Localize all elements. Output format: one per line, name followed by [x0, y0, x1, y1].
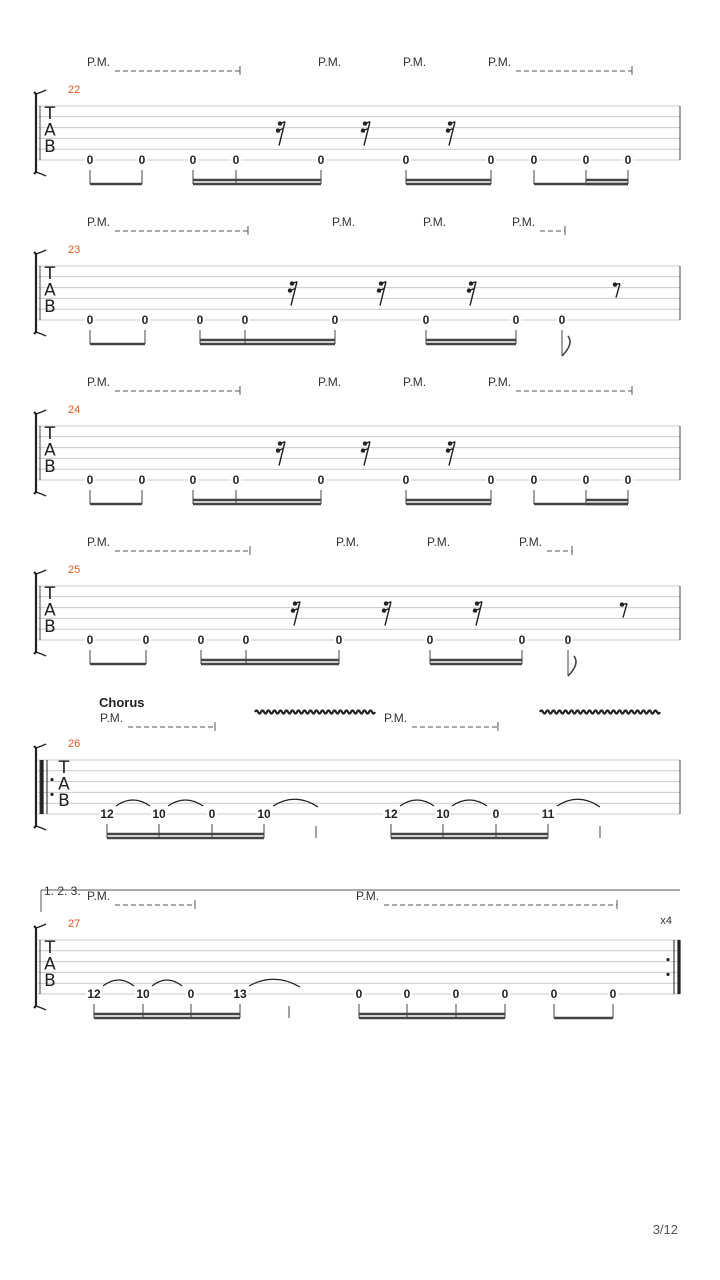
system-bracket [34, 252, 36, 334]
palm-mute-label: P.M. [519, 535, 543, 549]
fret-number: 0 [492, 807, 500, 821]
tab-clef-letter: B [44, 971, 56, 991]
fret-number: 0 [189, 473, 197, 487]
tab-clef-letter: B [44, 457, 56, 477]
palm-mute-label: P.M. [423, 215, 447, 229]
eighth-rest [620, 602, 627, 617]
system-bracket [34, 746, 36, 828]
bracket-top-hook [36, 570, 46, 574]
fret-number: 0 [624, 473, 632, 487]
tab-system [34, 375, 680, 504]
tab-system [34, 215, 680, 356]
sixteenth-rest [276, 121, 285, 145]
vibrato-line [255, 711, 375, 714]
measure-number: 24 [68, 404, 81, 416]
sixteenth-rest [291, 601, 300, 625]
tab-system [34, 55, 680, 184]
palm-mute-label: P.M. [87, 55, 111, 69]
measure-number: 27 [68, 918, 81, 930]
tab-clef-letter: A [44, 120, 56, 141]
repeat-dot [50, 778, 53, 781]
fret-number: 0 [232, 153, 240, 167]
system-bracket [34, 572, 36, 654]
fret-number: 0 [141, 313, 149, 327]
fret-number: 10 [257, 807, 271, 821]
tab-system [34, 695, 680, 838]
fret-number: 12 [100, 807, 114, 821]
palm-mute-label: P.M. [403, 55, 427, 69]
sixteenth-rest [446, 121, 455, 145]
fret-number: 0 [189, 153, 197, 167]
fret-number: 0 [582, 153, 590, 167]
tab-system [34, 884, 680, 1018]
palm-mute-label: P.M. [356, 889, 380, 903]
tab-clef-letter: T [44, 424, 56, 444]
sixteenth-rest [467, 281, 476, 305]
tab-systems [34, 55, 680, 1018]
fret-number: 0 [241, 313, 249, 327]
fret-number: 0 [138, 153, 146, 167]
repeat-dot [50, 793, 53, 796]
palm-mute-label: P.M. [87, 889, 111, 903]
tab-clef-letter: A [44, 600, 56, 621]
bracket-top-hook [36, 924, 46, 928]
sixteenth-rest [473, 601, 482, 625]
fret-number: 0 [487, 153, 495, 167]
fret-number: 11 [541, 807, 555, 821]
sixteenth-rest [382, 601, 391, 625]
palm-mute-label: P.M. [100, 711, 124, 725]
fret-number: 0 [197, 633, 205, 647]
tab-system [34, 535, 680, 676]
eighth-rest [613, 282, 620, 297]
fret-number: 0 [331, 313, 339, 327]
fret-number: 10 [136, 987, 150, 1001]
bracket-bottom-hook [36, 332, 46, 336]
fret-number: 0 [86, 633, 94, 647]
bracket-bottom-hook [36, 1006, 46, 1010]
fret-number: 12 [384, 807, 398, 821]
bracket-top-hook [36, 90, 46, 94]
fret-number: 0 [196, 313, 204, 327]
fret-number: 0 [452, 987, 460, 1001]
system-bracket [34, 412, 36, 494]
system-bracket [34, 926, 36, 1008]
sixteenth-rest [446, 441, 455, 465]
fret-number: 0 [86, 153, 94, 167]
fret-number: 0 [564, 633, 572, 647]
fret-number: 0 [487, 473, 495, 487]
palm-mute-label: P.M. [332, 215, 356, 229]
palm-mute-label: P.M. [488, 375, 512, 389]
fret-number: 0 [187, 987, 195, 1001]
tab-clef-letter: B [44, 137, 56, 157]
palm-mute-label: P.M. [87, 215, 111, 229]
palm-mute-label: P.M. [318, 55, 342, 69]
fret-number: 0 [550, 987, 558, 1001]
fret-number: 0 [609, 987, 617, 1001]
palm-mute-label: P.M. [87, 535, 111, 549]
tab-clef-letter: B [44, 297, 56, 317]
fret-number: 12 [87, 987, 101, 1001]
tab-clef-letter: T [44, 938, 56, 958]
tab-clef-letter: A [44, 954, 56, 975]
fret-number: 0 [402, 153, 410, 167]
sixteenth-rest [361, 441, 370, 465]
palm-mute-label: P.M. [403, 375, 427, 389]
fret-number: 0 [242, 633, 250, 647]
fret-number: 0 [624, 153, 632, 167]
fret-number: 0 [422, 313, 430, 327]
tab-clef-letter: A [44, 440, 56, 461]
bracket-top-hook [36, 410, 46, 414]
tab-clef-letter: T [44, 104, 56, 124]
bracket-bottom-hook [36, 826, 46, 830]
volta-label: 1. 2. 3. [44, 884, 81, 898]
fret-number: 0 [138, 473, 146, 487]
sixteenth-rest [377, 281, 386, 305]
palm-mute-label: P.M. [488, 55, 512, 69]
fret-number: 10 [436, 807, 450, 821]
fret-number: 0 [208, 807, 216, 821]
fret-number: 0 [426, 633, 434, 647]
vibrato-line [540, 711, 660, 714]
measure-number: 22 [68, 84, 81, 96]
repeat-count: x4 [660, 915, 672, 927]
repeat-dot [666, 958, 669, 961]
sixteenth-rest [288, 281, 297, 305]
bracket-bottom-hook [36, 652, 46, 656]
fret-number: 0 [512, 313, 520, 327]
fret-number: 0 [403, 987, 411, 1001]
fret-number: 10 [152, 807, 166, 821]
fret-number: 0 [335, 633, 343, 647]
note-flag [562, 336, 570, 356]
fret-number: 0 [317, 473, 325, 487]
sixteenth-rest [361, 121, 370, 145]
tab-clef-letter: T [44, 264, 56, 284]
section-label: Chorus [99, 695, 145, 710]
palm-mute-label: P.M. [384, 711, 408, 725]
fret-number: 0 [142, 633, 150, 647]
palm-mute-label: P.M. [318, 375, 342, 389]
fret-number: 13 [233, 987, 247, 1001]
sixteenth-rest [276, 441, 285, 465]
fret-number: 0 [530, 153, 538, 167]
repeat-dot [666, 973, 669, 976]
palm-mute-label: P.M. [512, 215, 536, 229]
page-number: 3/12 [652, 1222, 678, 1237]
fret-number: 0 [518, 633, 526, 647]
system-bracket [34, 92, 36, 174]
fret-number: 0 [355, 987, 363, 1001]
fret-number: 0 [232, 473, 240, 487]
fret-number: 0 [501, 987, 509, 1001]
tab-clef-letter: A [58, 774, 70, 795]
bracket-bottom-hook [36, 492, 46, 496]
measure-number: 26 [68, 738, 81, 750]
fret-number: 0 [317, 153, 325, 167]
fret-number: 0 [86, 313, 94, 327]
note-flag [568, 656, 576, 676]
fret-number: 0 [402, 473, 410, 487]
tab-clef-letter: B [44, 617, 56, 637]
palm-mute-label: P.M. [87, 375, 111, 389]
tab-clef-letter: T [58, 758, 70, 778]
tab-clef-letter: B [58, 791, 70, 811]
fret-number: 0 [558, 313, 566, 327]
palm-mute-label: P.M. [427, 535, 451, 549]
bracket-bottom-hook [36, 172, 46, 176]
palm-mute-label: P.M. [336, 535, 360, 549]
bracket-top-hook [36, 744, 46, 748]
fret-number: 0 [530, 473, 538, 487]
bracket-top-hook [36, 250, 46, 254]
tab-clef-letter: A [44, 280, 56, 301]
fret-number: 0 [582, 473, 590, 487]
measure-number: 23 [68, 244, 81, 256]
measure-number: 25 [68, 564, 81, 576]
tab-clef-letter: T [44, 584, 56, 604]
fret-number: 0 [86, 473, 94, 487]
